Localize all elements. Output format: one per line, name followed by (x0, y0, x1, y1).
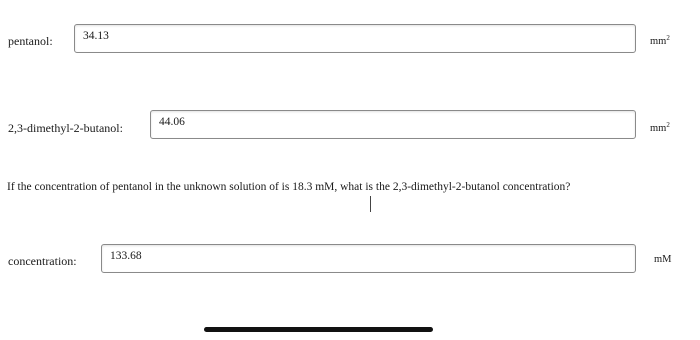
pentanol-unit-exponent: 2 (666, 34, 670, 42)
dimethylbutanol-unit-exponent: 2 (666, 121, 670, 129)
dimethylbutanol-label: 2,3-dimethyl-2-butanol: (8, 121, 123, 135)
pentanol-area-input[interactable]: 34.13 (74, 24, 636, 53)
concentration-label: concentration: (8, 254, 77, 268)
dimethylbutanol-unit-base: mm (650, 123, 667, 134)
question-text: If the concentration of pentanol in the unknown solution of is 18.3 mM, what is the 2,3-dimethyl-2-butanol concentration? (7, 181, 571, 193)
pentanol-label: pentanol: (8, 34, 53, 48)
dimethylbutanol-unit (650, 121, 670, 134)
dimethylbutanol-area-input[interactable]: 44.06 (150, 110, 636, 139)
concentration-unit: mM (654, 254, 672, 265)
concentration-input[interactable]: 133.68 (101, 244, 636, 273)
text-cursor (370, 196, 371, 212)
pentanol-unit (650, 34, 670, 47)
home-indicator-bar[interactable] (204, 327, 433, 332)
pentanol-unit-base: mm (650, 36, 667, 47)
